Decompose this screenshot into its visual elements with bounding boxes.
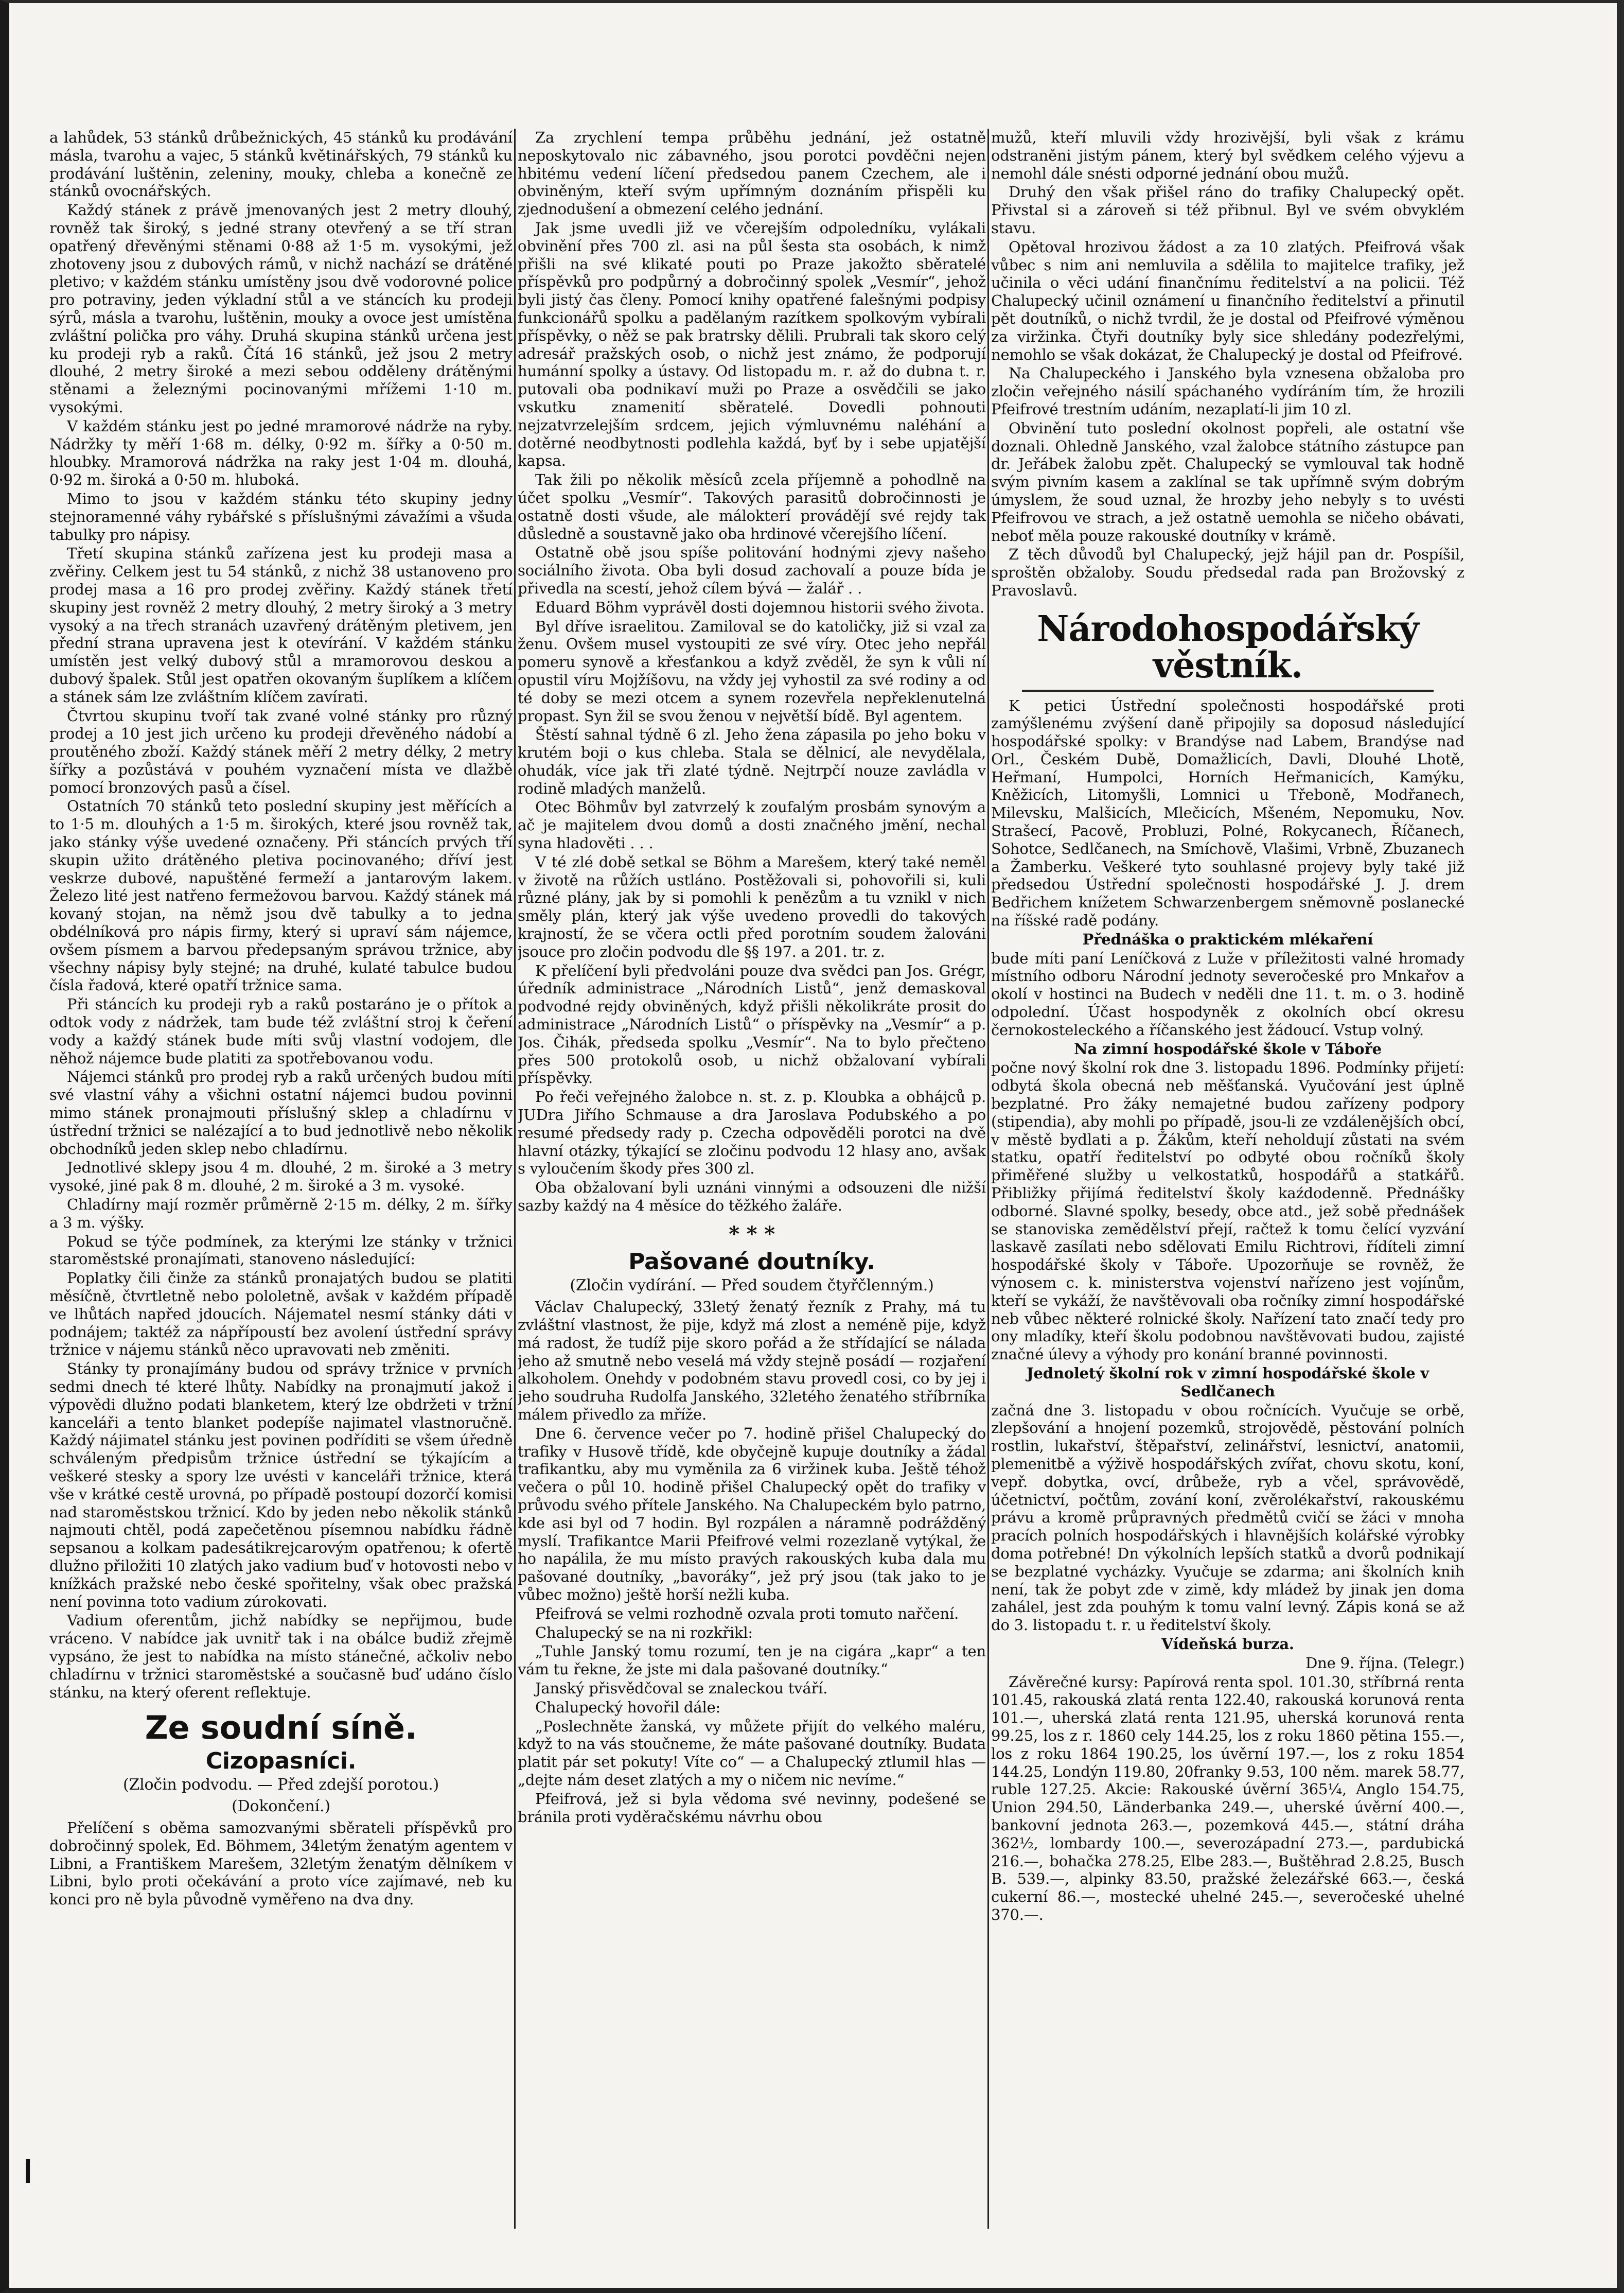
paragraph: Jednotlivé sklepy jsou 4 m. dlouhé, 2 m. široké a 3 metry vysoké, jiné pak 8 m. dlouhé, 2 m. široké a 3 m. vysoké. — [49, 1159, 513, 1195]
paragraph: Závěrečné kursy: Papírová renta spol. 101.30, stříbrná renta 101.45, rakouská zlatá renta 122.40, rakouská korunová renta 101.—, uherská zlatá renta 121.95, uherská korunová renta 99.25, los z r. 1860 cely 144.25, los z roku 1860 pětina 155.—, los z roku 1864 190.25, los úvěrní 197.—, los z roku 1854 144.25, Londýn 119.80, 20franky 9.53, 100 něm. marek 58.77, ruble 127.25. Akcie: Rakouské úvěrní 365¼, Anglo 154.75, Union 294.50, Länderbanka 249.—, uherské úvěrní 400.—, bankovní jednota 263.—, pozemková 445.—, státní dráha 362½, lombardy 100.—, severozápadní 273.—, pardubická 216.—, bohačka 278.25, Elbe 283.—, Buštěhrad 2.8.25, Busch B. 539.—, alpinky 83.50, pražské železářské 663.—, česká cukerní 86.—, mostecké uhelné 245.—, severočeské uhelné 370.—. — [991, 1673, 1464, 1923]
paragraph: bude míti paní Leníčková z Luže v příležitosti valné hromady místního odboru Národní jednoty severočeské pro Mnkařov a okolí v hostinci na Budech v neděli dne 11. t. m. o 3. hodině odpolední. Účast hospodyněk z okolních obcí okresu černokosteleckého a říčanského jest žádoucí. Vstup volný. — [991, 949, 1464, 1039]
paragraph: Chalupecký se na ni rozkřikl: — [535, 1623, 753, 1641]
column-3 — [991, 129, 1464, 2239]
paragraph: Vadium oferentům, jichž nabídky se nepřijmou, bude vráceno. V nabídce jak uvnitř tak i na obálce budiž zřejmě vypsáno, že jest to nabídka na místo stánečné, ačkoliv nebo chladírnu v tržnici staroměstské a současně buď udáno číslo stánku, na který oferent reflektuje. — [49, 1612, 513, 1701]
paragraph: Z těch důvodů byl Chalupecký, jejž hájil pan dr. Pospíšil, sproštěn obžaloby. Soudu předsedal rada pan Brožovský z Pravoslavů. — [991, 546, 1464, 599]
article-heading: Jednoletý školní rok v zimní hospodářské škole v Sedlčanech — [1026, 1364, 1429, 1400]
paragraph: Opětoval hrozivou žádost a za 10 zlatých. Pfeifrová však vůbec s nim ani nemluvila a sdělila to majitelce trafiky, jež učinila o věci udání finančnímu ředitelství a na policii. Též Chalupecký učinil oznámení u finančního ředitelství a přinutil pět doutníků, o nichž tvrdil, že je dostal od Pfeifrové výměnou za viržinka. Čtyři doutníky byly sice shledány podezřelými, nemohlo se však dokázat, že Chalupecký je dostal od Pfeifrové. — [991, 238, 1464, 363]
paragraph: Druhý den však přišel ráno do trafiky Chalupecký opět. Přivstal si a zároveň si též přibnul. Byl ve svém obvyklém stavu. — [991, 183, 1464, 237]
paragraph: V té zlé době setkal se Böhm a Marešem, který také neměl v životě na růžích ustláno. Postěžovali si, pohovořili si, kuli různé plány, jak by si pomohli k penězům a tu vznikl v nich směly plán, který jak výše uvedeno provedli do takových krajností, že se včera octli před porotním soudem žalováni jsouce pro zločin podvodu dle §§ 197. a 201. tr. z. — [518, 853, 986, 960]
paragraph: Po řeči veřejného žalobce n. st. z. p. Kloubka a obhájců p. JUDra Jiřího Schmause a dra Jaroslava Podubského a po resumé předsedy rady p. Czecha odpověděli porotci na dvě hlavní otázky, týkající se zločinu podvodu 12 hlasy ano, avšak s vyloučením škody přes 300 zl. — [518, 1088, 986, 1178]
paragraph: Za zrychlení tempa průběhu jednání, jež ostatně neposkytovalo nic zábavného, jsou porotci povděčni nejen hbitému vedení líčení předsedou panem Czechem, ale i obviněným, kteří svým upřímným doznáním přispěli ku zjednodušení a obmezení celého jednání. — [518, 129, 986, 218]
article-heading: Pašované doutníky. — [628, 1248, 875, 1275]
paragraph: počne nový školní rok dne 3. listopadu 1896. Podmínky přijetí: odbytá škola obecná neb měšťanská. Vyučování jest úplně bezplatné. Pro žáky nemajetné budou zařízeny podpory (stipendia), aby mohli po případě, jsou-li ze vzdálenějších obcí, v městě bydlati a p. Žákům, kteří neholdují zůstati na svém statku, opatří ředitelství po odbyté obou ročníků školy přiměřené služby u velkostatků, hospodářů a statkářů. Přibližky přijímá ředitelství školy kaźdodenně. Přednášky odborné. Slavné spolky, besedy, obce atd., jež sobě přednášek se stanoviska zemědělství přejí, račtež k tomu čelící vyzvání laskavě zasílati nebo sdělovati Emilu Richtrovi, řídíteli zimní hospodářské školy v Táboře. Upozorňuje se rovněž, že výnosem c. k. ministerstva vojenství nařízeno jest vojínům, kteří se vykáží, že navštěvovali oba ročníky zimní hospodářské neb vůbec některé rolnické školy. Nařízení tato značí tedy pro ony mladíky, kteří školu podobnou navštěvovati budou, zajisté značné úlevy a výhody pro konání branné povinnosti. — [991, 1059, 1464, 1363]
paragraph: Čtvrtou skupinu tvoří tak zvané volné stánky pro různý prodej a 10 jest jich určeno ku prodeji dřevěného nádobí a proutěného zboží. Každý stánek měří 2 metry délky, 2 metry šířky a pozůstává v pouhém vyznačení místa ve dlažbě pomocí bronzových pasů a čísel. — [49, 707, 513, 796]
paragraph: Chladírny mají rozměr průměrně 2·15 m. délky, 2 m. šířky a 3 m. výšky. — [49, 1196, 513, 1231]
paragraph: Oba obžalovaní byli uznáni vinnými a odsouzeni dle nižší sazby každý na 4 měsíce do těžkého žaláře. — [518, 1179, 986, 1215]
paragraph: Nájemci stánků pro prodej ryb a raků určených budou míti své vlastní váhy a všichni ostatní nájemci budou povinni mimo stánek pronajmouti příslušný sklep a chladírnu v ústřední tržnici se nalézající a to bud jednotlivě nebo několik obchodníků jeden sklep nebo chladírnu. — [49, 1068, 513, 1158]
paragraph: Přelíčení s oběma samozvanými sběrateli příspěvků pro dobročinný spolek, Ed. Böhmem, 34letým ženatým agentem v Libni, a Františkem Marešem, 32letým ženatým dělníkem v Libni, bylo proti očekávání a proto více zajímavé, neb ku konci pro ně byla původně vyměřeno na dva dny. — [49, 1818, 513, 1909]
paragraph: Ostatně obě jsou spíše politování hodnými zjevy našeho sociálního života. Oba byli dosud zachovalí a pouze bída je přivedla na scestí, jehož cílem bývá — žalář . . — [518, 544, 986, 597]
paragraph: mužů, kteří mluvili vždy hrozivější, byli však z krámu odstraněni jistým pánem, který byl svědkem celého výjevu a nemohl dále snésti odporné jednání obou mužů. — [991, 129, 1464, 182]
paragraph: Na Chalupeckého i Janského byla vznesena obžaloba pro zločin veřejného násilí spáchaného vydíráním tím, že hrozili Pfeifrové trestním udáním, nezaplatí-li jim 10 zl. — [991, 364, 1464, 418]
paragraph: Každý stánek z právě jmenovaných jest 2 metry dlouhý, rovněž tak široký, s jedné strany otevřený a se tří stran opatřený dřevěnými stěnami 0·88 až 1·5 m. vysokými, jež zhotoveny jsou z dubových rámů, v nichž nachází se drátěné pletivo; v každém stánku umístěny jsou dvě vodorovné police pro potraviny, jeden výkladní stůl a ve stáncích ku prodeji sýrů, másla a tvarohu, luštěnin, mouky a ovoce jest umístěna zvláštní polička pro váhy. Druhá skupina stánků určena jest ku prodeji ryb a raků. Čítá 16 stánků, jež jsou 2 metry dlouhé, 2 metry široké a mezi sebou odděleny drátěnými stěnami a železnými pocinovanými mřížemi 1·10 m. vysokými. — [49, 201, 513, 416]
paragraph: Janský přisvědčoval se znaleckou tváří. — [535, 1679, 828, 1697]
column-rule — [514, 129, 516, 2229]
article-subheading: (Zločin vydírání. — Před soudem čtyřčlenným.) — [570, 1276, 934, 1295]
paragraph: Byl dříve israelitou. Zamiloval se do katoličky, již si vzal za ženu. Ovšem musel vystoupiti ze své víry. Otec jeho nepřál pomeru synově a křesťankou a když zvěděl, že syn k vůli ní opustil víru Mojžíšovu, na vždy jej vyhostil za své rodiny a od té doby se mezi otcem a synem rozevřela nepřeklenutelná propast. Syn žil se svou ženou v největší bídě. Byl agentem. — [518, 617, 986, 725]
article-subheading: (Zločin podvodu. — Před zdejší porotou.) — [122, 1775, 439, 1794]
paragraph: Pfeifrová se velmi rozhodně ozvala proti tomuto nařčení. — [535, 1604, 959, 1622]
section-separator: * * * — [729, 1221, 775, 1246]
paragraph: Eduard Böhm vyprávěl dosti dojemnou historii svého života. — [535, 598, 985, 616]
column-1 — [49, 129, 513, 2239]
paragraph: a lahůdek, 53 stánků drůbežnických, 45 stánků ku prodávání másla, tvarohu a vajec, 5 stánků květinářských, 79 stánků ku prodávání luštěnin, zeleniny, mouky, chleba a konečně ze stánků ovocnářských. — [49, 129, 513, 200]
article-heading: Přednáška o praktickém mlékaření — [1082, 930, 1373, 948]
paragraph: Tak žili po několik měsíců zcela příjemně a pohodlně na účet spolku „Vesmír“. Takových parasitů dobročinnosti je ostatně dosti všude, ale málokterí provádějí své rejdy tak důsledně a soustavně jako oba hrdinové včerejšího líčení. — [518, 471, 986, 542]
paragraph: „Tuhle Janský tomu rozumí, ten je na cigára „kapr“ a ten vám tu řekne, že jste mi dala pašované doutníky.“ — [518, 1642, 986, 1678]
article-heading: Na zimní hospodářské škole v Táboře — [1074, 1040, 1382, 1058]
newspaper-page — [49, 129, 1464, 2249]
column-rule — [987, 129, 989, 2229]
paragraph: Pokud se týče podmínek, za kterými lze stánky v tržnici staroměstské pronajímati, stanoveno následující: — [49, 1232, 513, 1268]
article-heading: Cizopasníci. — [205, 1747, 357, 1774]
dateline: Dne 9. října. (Telegr.) — [1305, 1654, 1464, 1672]
margin-mark — [26, 2159, 30, 2183]
paragraph: Ostatních 70 stánků teto poslední skupiny jest měřících a to 1·5 m. dlouhých a 1·5 m. širokých, které jsou rovněž tak, jako stánky výše uvedené označeny. Při stáncích prvých tří skupin užito drátěného pletiva pocinovaného; dříví jest veskrze dubové, napuštěné fermeží a jantarovým lakem. Železo lité jest natřeno fermežovou barvou. Každý stánek má kovaný stojan, na němž jsou dvě tabulky a to jedna obdélníková pro nápis firmy, který si upraví sám nájemce, ovšem písmem a barvou předepsaným správou tržnice, aby všechny nápisy byly stejné; na druhé, kulaté tabulce budou čísla řadová, které opatří tržnice sama. — [49, 797, 513, 994]
paragraph: V každém stánku jest po jedné mramorové nádrže na ryby. Nádržky ty měří 1·68 m. délky, 0·92 m. šířky a 0·50 m. hloubky. Mramorová nádržka na raky jest 1·04 m. dlouhá, 0·92 m. široká a 0·50 m. hluboká. — [49, 417, 513, 489]
paragraph: Obvinění tuto poslední okolnost popřeli, ale ostatní vše doznali. Ohledně Janského, vzal žalobce státního zástupce pan dr. Jeřábek žalobu zpět. Chalupecký se vymlouval tak hodně svým pivním kasem a zaklínal se tak upřímně svým dobrým úmyslem, že soud uznal, že hrozby jeho nebyly s to uvésti Pfeifrovou ve strach, a jež ostatně uemohla se ničeho obávati, neboť měla pouze rakouské doutníky v krámě. — [991, 419, 1464, 545]
paragraph: K petici Ústřední společnosti hospodářské proti zamýšlenému zvýšení daně připojily sa doposud následující hospodářské spolky: v Brandýse nad Labem, Brandýse nad Orl., Českém Dubě, Domažlicích, Davli, Dlouhé Lhotě, Heřmaní, Humpolci, Horních Heřmanicích, Kamýku, Kněžicích, Litomyšli, Lomnici u Třeboně, Modřanech, Milevsku, Malšicích, Mlečicích, Mšeném, Nepomuku, Nov. Strašecí, Pacově, Probluzi, Polné, Rokycanech, Říčanech, Sohotce, Sedlčanech, na Smíchově, Vlašimi, Vrbně, Zbuzanech a Žamberku. Veškeré tyto souhlasné projevy byly také již předsedou Ústřední společnosti hospodářské J. J. drem Bedřichem knížetem Schwarzenbergem sněmovně poslanecké na říšské radě podány. — [991, 696, 1464, 930]
paragraph: Stánky ty pronajímány budou od správy tržnice v prvních sedmi dnech té které lhůty. Nabídky na pronajmutí jakož i výpovědi dlužno podati blanketem, který lze obdržeti v tržní kanceláři a tento blanket podepíše najimatel vlastnoručně. Každý nájimatel stánku jest povinen podříditi se všem úředně schváleným předpisům tržnice ústřední se týkajícím a veškeré stesky a spory lze uvésti v kanceláři tržnice, která vše v krátké cestě urovná, po případě postoupí dozorčí komisi nad staroměstskou tržnicí. Kdo by jeden nebo několik stánků najmouti chtěl, podá zapečetěnou písemnou nabídku řádně sepsanou a kolkam padesátikrejcarovým opatřenou; k ofertě dlužno přiložiti 10 zlatých jako vadium buď v hotovosti nebo v knížkách pražské nebo české spořitelny, však obec pražská není povinna toto vadium zúrokovati. — [49, 1360, 513, 1611]
paragraph: Pfeifrová, jež si byla vědoma své nevinny, podešené se bránila proti vyděračskému návrhu obou — [518, 1790, 986, 1826]
paragraph: začná dne 3. listopadu v obou ročnících. Vyučuje se orbě, zlepšování a hnojení pozemků, strojovědě, pěstování polních rostlin, lukařství, štěpařství, zelinářství, lesnictví, anatomii, plemenitbě a výživě hospodářských zvířat, chovu skotu, koní, vepř. dobytka, ovcí, drůbeže, ryb a včel, správovědě, účetnictví, počtům, zování koní, zvěrolékařství, rakouskému právu a kromě průpravných předmětů cvičí se žáci v mnoha pracích polních hospodářských i hlavnějších kolářské výrobky doma potřebné! Dn výkolních lepších statků a dvorů podnikají se bezplatné vycházky. Vyučuje se zdarma; ani školních knih není, tak že pobyt zde v zimě, kdy mládež by jinak jen doma zahálel, jest zda pouhým k tomu valní levný. Zápis koná se až do 3. listopadu t. r. u ředitelství školy. — [991, 1401, 1464, 1634]
paragraph: Dne 6. července večer po 7. hodině přišel Chalupecký do trafiky v Husově třídě, kde obyčejně kupuje doutníky a žádal trafikantku, aby mu vyměnila za 6 viržinek kuba. Ještě téhož večera o půl 10. hodině přišel Chalupecký opět do trafiky v průvodu svého přítele Janského. Na Chalupeckém bylo patrno, kde asi byl od 7 hodin. Byl rozpálen a náramně podrážděný myslí. Trafikantce Marii Pfeifrové velmi rozezlaně vytýkal, že ho napálila, že mu místo pravých rakouských kuba dala mu pašované doutníky, „bavoráky“, jež prý jsou (tak jako to je vůbec možno) ještě horší nežli kuba. — [518, 1424, 986, 1603]
section-heading: Národohospodářský věstník. — [1037, 608, 1419, 687]
paragraph: Mimo to jsou v každém stánku této skupiny jedny stejnoramenné váhy rybářské s příslušnými závažími a všuda tabulky pro nápisy. — [49, 489, 513, 544]
section-heading: Ze soudní síně. — [145, 1709, 417, 1747]
article-heading: Vídeňská burza. — [1161, 1635, 1294, 1653]
article-note: (Dokončení.) — [232, 1797, 330, 1815]
paragraph: K přelíčení byli předvoláni pouze dva svědci pan Jos. Grégr, úředník administrace „Národních Listů“, jenž demaskoval podvodné rejdy obviněných, když přišli několikráte prosit do administrace „Národních Listů“ o příspěvky na „Vesmír“ a p. Jos. Čihák, předseda spolku „Vesmír“. Na to bylo přečteno přes 500 protokolů osob, u nichž obžalovaní vybírali příspěvky. — [518, 961, 986, 1087]
paragraph: Jak jsme uvedli již ve včerejším odpoledníku, vylákali obvinění přes 700 zl. asi na půl šesta sta osobách, k nimž přišli na své klikaté pouti po Praze jakožto sběratelé příspěvků pro podpůrný a dobročinný spolek „Vesmír“, jehož byli jistý čas členy. Pomocí knihy opatřené falešnými podpisy funkcionářů spolku a padělaným razítkem spolkovým vybírali příspěvky, o něž se pak bratrsky dělili. Prubrali tak skoro celý adresář pražských osob, o nichž jest známo, že podporují humánní spolky a ústavy. Od listopadu m. r. až do dubna t. r. putovali oba podnikaví muži po Praze a osvědčili se jako vskutku znamenití sběratelé. Dovedli pohnouti nejzatvrzelejším srdcem, jejich výmluvnému naléhání a dotěrné neodbytnosti podlehla každá, byť by i sebe upjatější kapsa. — [518, 219, 986, 470]
paragraph: Poplatky čili činže za stánků pronajatých budou se platiti měsíčně, čtvrtletně nebo pololetně, avšak v každém případě ve lhůtách napřed jdoucích. Nájematel nesmí stánky dáti v podnájem; taktéž za nápřípoustí bez avolení ústřední správy tržnice v nájemu stánků něco upravovati neb změniti. — [49, 1269, 513, 1359]
paragraph: Václav Chalupecký, 33letý ženatý řezník z Prahy, má tu zvláštní vlastnost, že pije, když má zlost a neméně pije, když má radost, že tudíž pije skoro pořád a že střídající se nálada jeho až smutně nebo veselá má vždy stejně posádí — rozjaření alkoholem. Onehdy v podobném stavu provedl cosi, co by jej i jeho soudruha Rudolfa Janského, 32letého ženatého stříbrníka málem přivedlo za mříže. — [518, 1298, 986, 1423]
paragraph: Při stáncích ku prodeji ryb a raků postaráno je o přítok a odtok vody z nádržek, tam bude též zvláštní stroj k čeření vody a každý stánek bude míti svůj vlastní vodojem, dle něhož nájemce bude platiti za spotřebovanou vodu. — [49, 995, 513, 1067]
paragraph: Třetí skupina stánků zařízena jest ku prodeji masa a zvěřiny. Celkem jest tu 54 stánků, z nichž 38 ustanoveno pro prodej masa a 16 pro prodej zvěřiny. Každý stánek třetí skupiny jest rovněž 2 metry dlouhý, 2 metry široký a 3 metry vysoký a na třech stranách uzavřený drátěným pletivem, jen přední strana upravena jest k otevírání. V každém stánku umístěn jest velký dubový stůl a mramorovou deskou a dubový špalek. Stůl jest opatřen okovaným šuplíkem a klíčem a stánek sám lze zvláštním klíčem zavírati. — [49, 545, 513, 706]
paragraph: Otec Böhmův byl zatvrzelý k zoufalým prosbám synovým a ač je majitelem dvou domů a dosti značného jmění, nechal syna hladověti . . . — [518, 798, 986, 852]
paragraph: Chalupecký hovořil dále: — [535, 1698, 721, 1716]
paragraph: „Poslechněte žanská, vy můžete přijít do velkého maléru, když to na vás stoučneme, že máte pašované doutníky. Budata platit pár set pokuty! Víte co“ — a Chalupecký ztlumil hlas — „dejte nám deset zlatých a my o ničem nic nevíme.“ — [518, 1717, 986, 1789]
paragraph: Štěstí sahnal týdně 6 zl. Jeho žena zápasila po jeho boku v krutém boji o kus chleba. Stala se dělnicí, ale nevydělala, ohudák, více jak tři zlaté týdně. Nejtrpčí nouze zavládla v rodině mladých manželů. — [518, 726, 986, 797]
column-2 — [518, 129, 986, 2239]
heading-rule — [1022, 690, 1434, 692]
